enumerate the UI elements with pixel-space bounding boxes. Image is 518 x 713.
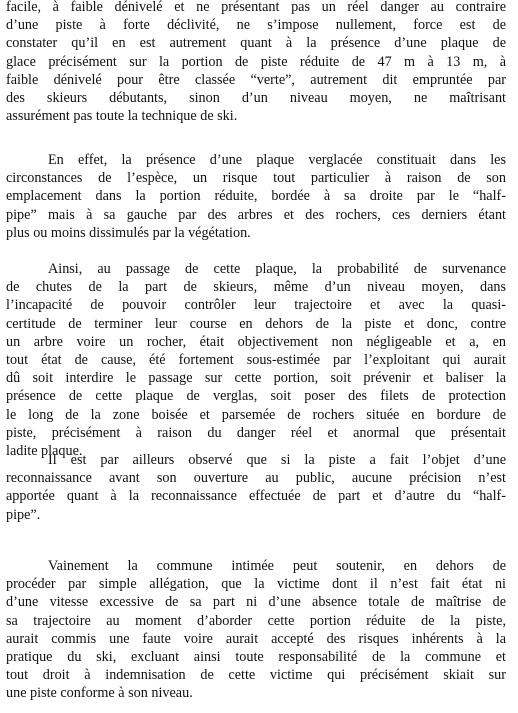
text-line: pipe” mais à sa gauche par des arbres et des rochers, ces derniers étant	[6, 206, 506, 223]
text-line: des skieurs débutants, sinon d’un niveau moyen, ne maîtrisant	[6, 89, 506, 106]
text-line: pipe”.	[6, 506, 41, 523]
paragraph-3	[6, 260, 506, 460]
text-line: glace précisément sur la portion de piste réduite de 47 m à 13 m, à	[6, 53, 506, 70]
text-line: d’une piste à forte déclivité, ne s’impose nullement, force est de	[6, 17, 506, 34]
text-line: emplacement dans la portion réduite, bordée à sa droite par le “half-	[6, 188, 506, 205]
text-line: aurait commis une faute voire aurait accepté des risques inhérents à la	[6, 630, 506, 647]
text-line: dû soit interdire le passage sur cette portion, soit prévenir et baliser la	[6, 370, 506, 387]
text-line: certitude de terminer leur course en dehors de la piste et donc, contre	[6, 315, 506, 332]
paragraph-5	[6, 557, 506, 703]
text-line: présence de cette plaque de verglas, soit poser des filets de protection	[6, 388, 506, 405]
text-line: facile, à faible dénivelé et ne présentant pas un réel danger au contraire	[6, 0, 506, 15]
paragraph-1	[6, 0, 506, 125]
paragraph-4	[6, 451, 506, 524]
text-line: Vainement la commune intimée peut soutenir, en dehors de	[48, 558, 506, 574]
text-line: apportée quant à la reconnaissance effectuée de part et d’autre du “half-	[6, 488, 506, 505]
text-line: plus ou moins dissimulés par la végétation.	[6, 224, 251, 241]
text-line: piste, précisément à raison du danger réel et anormal que présentait	[6, 424, 506, 441]
text-line: de chutes de la part de skieurs, même d’un niveau moyen, dans	[6, 279, 506, 296]
text-line: une piste conforme à son niveau.	[6, 685, 193, 702]
text-line: pratique du ski, excluant ainsi toute responsabilité de la commune et	[6, 648, 506, 665]
paragraph-2	[6, 151, 506, 242]
text-line: sa trajectoire au moment d’aborder cette portion réduite de la piste,	[6, 612, 506, 629]
text-line: tout droit à indemnisation de cette victime qui précisément skiait sur	[6, 667, 506, 684]
text-line: circonstances de l’espèce, un risque tout particulier à raison de son	[6, 170, 506, 187]
text-line: tout état de cause, été fortement sous-estimée par l’exploitant qui aurait	[6, 351, 506, 368]
text-line: Il est par ailleurs observé que si la piste a fait l’objet d’une	[48, 452, 506, 468]
text-line: constater qu’il en est autrement quant à la présence d’une plaque de	[6, 35, 506, 52]
text-line: d’une vitesse excessive de sa part ni d’une absence totale de maîtrise de	[6, 594, 506, 611]
text-line: ladite plaque.	[6, 442, 83, 459]
text-line: faible dénivelé pour être classée “verte”, autrement dit empruntée par	[6, 71, 506, 88]
text-line: reconnaissance avant son ouverture au public, aucune précision n’est	[6, 470, 506, 487]
text-line: En effet, la présence d’une plaque verglacée constituait dans les	[48, 152, 506, 168]
text-line: procéder par simple allégation, que la victime dont il n’est fait état ni	[6, 576, 506, 593]
text-line: le long de la zone boisée et parsemée de rochers située en bordure de	[6, 406, 506, 423]
text-line: un arbre voire un rocher, était objectivement non négligeable et a, en	[6, 333, 506, 350]
text-line: l’incapacité de pouvoir contrôler leur trajectoire et avec la quasi-	[6, 297, 506, 314]
text-line: assurément pas toute la technique de ski.	[6, 108, 238, 125]
text-line: Ainsi, au passage de cette plaque, la probabilité de survenance	[48, 261, 506, 277]
